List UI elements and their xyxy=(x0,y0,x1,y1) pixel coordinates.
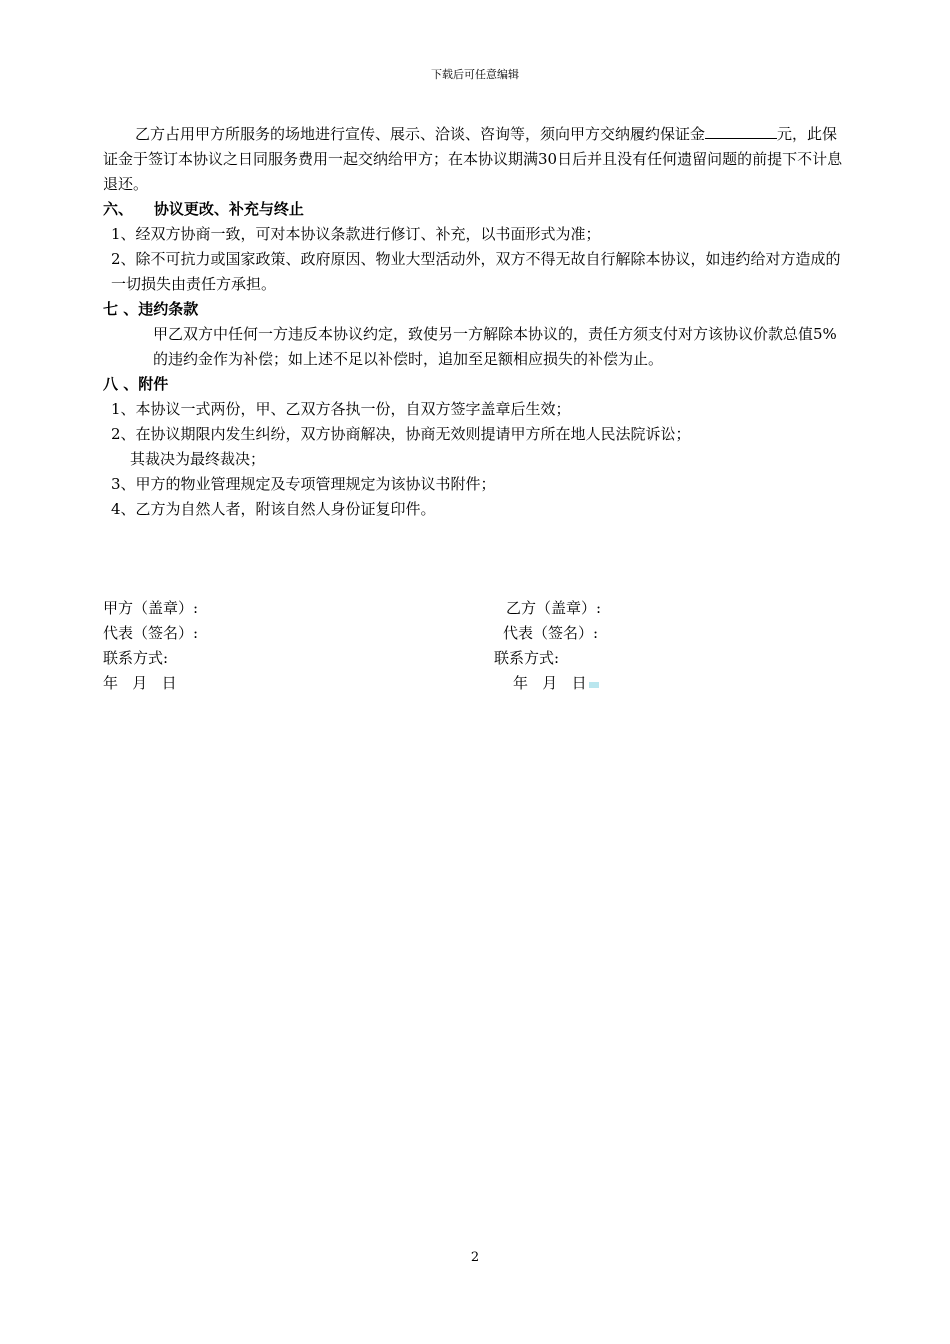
party-a-contact: 联系方式: xyxy=(103,649,169,667)
section-8-item-1: 1、本协议一式两份，甲、乙双方各执一份，自双方签字盖章后生效； xyxy=(111,400,571,418)
document-body xyxy=(103,122,843,522)
party-b-contact: 联系方式: xyxy=(494,649,560,667)
party-b-seal: 乙方（盖章）: xyxy=(506,599,602,617)
party-a-date: 年 月 日 xyxy=(103,674,177,692)
section-7-body: 甲乙双方中任何一方违反本协议约定，致使另一方解除本协议的，责任方须支付对方该协议价款总值5%的违约金作为补偿；如上述不足以补偿时，追加至足额相应损失的补偿为止。 xyxy=(153,325,837,368)
deposit-paragraph xyxy=(103,122,843,197)
signature-block xyxy=(103,596,803,696)
section-6-item-2: 2、除不可抗力或国家政策、政府原因、物业大型活动外，双方不得无故自行解除本协议，如违约给对方造成的一切损失由责任方承担。 xyxy=(111,250,841,293)
page-number: 2 xyxy=(470,1250,480,1265)
party-b-date: 年 月 日 xyxy=(513,674,587,692)
deposit-text-1: 乙方占用甲方所服务的场地进行宣传、展示、洽谈、咨询等，须向甲方交纳履约保证金 xyxy=(135,125,706,143)
party-b-rep: 代表（签名）: xyxy=(503,624,599,642)
party-a-seal: 甲方（盖章）: xyxy=(103,599,199,617)
section-8-title: 八 、附件 xyxy=(103,375,169,393)
section-6-item-1: 1、经双方协商一致，可对本协议条款进行修订、补充，以书面形式为准； xyxy=(111,225,601,243)
party-b-date-wrap xyxy=(513,671,599,696)
page-header: 下载后可任意编辑 xyxy=(431,68,519,81)
section-8-item-4: 4、乙方为自然人者，附该自然人身份证复印件。 xyxy=(111,500,436,518)
party-a-rep: 代表（签名）: xyxy=(103,624,199,642)
section-7-title: 七 、违约条款 xyxy=(103,300,199,318)
deposit-amount-blank xyxy=(705,123,777,139)
section-8-item-3: 3、甲方的物业管理规定及专项管理规定为该协议书附件； xyxy=(111,475,496,493)
section-8-item-2: 2、在协议期限内发生纠纷，双方协商解决，协商无效则提请甲方所在地人民法院诉讼； xyxy=(111,425,691,443)
section-6-title: 六、 协议更改、补充与终止 xyxy=(103,200,304,218)
section-8-item-2-cont: 其裁决为最终裁决； xyxy=(130,450,266,468)
deposit-text-2: 元，此保证金于签订本协议之日同服务费用一起交纳给甲方；在本协议期满30日后并且没有任何遗留问题的前提下不计息退还。 xyxy=(103,125,843,193)
text-cursor-marker xyxy=(589,682,599,688)
